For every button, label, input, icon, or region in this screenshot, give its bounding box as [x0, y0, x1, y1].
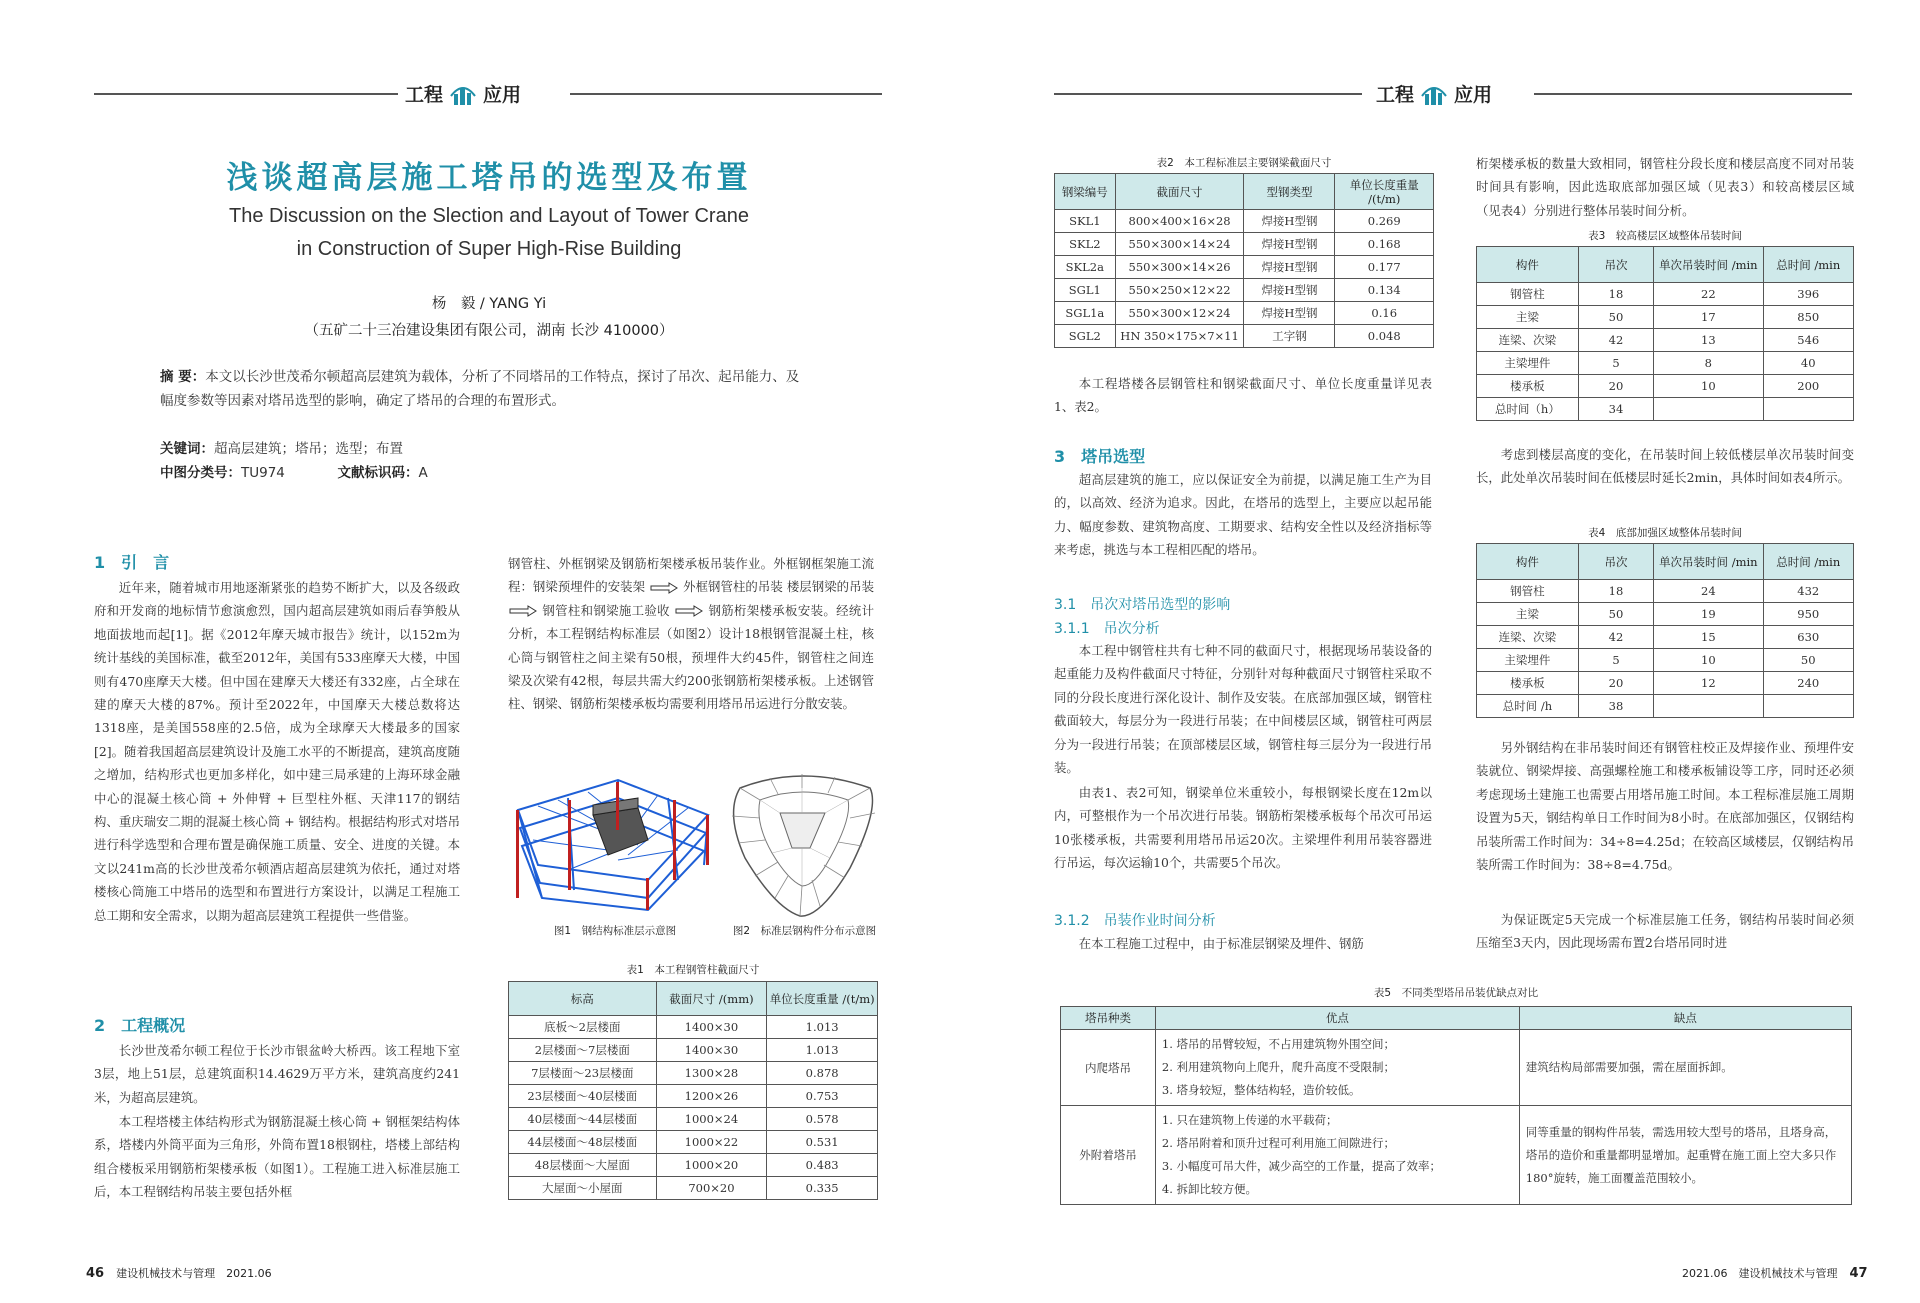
article-title-en-line1: The Discussion on the Slection and Layout of Tower Crane [229, 205, 749, 227]
table-5-caption: 表5 不同类型塔吊吊装优缺点对比 [1373, 987, 1539, 999]
conclusion-paragraph: 为保证既定5天完成一个标准层施工任务，钢结构吊装时间必须压缩至3天内，因此现场需布置2台塔吊同时进 [1476, 912, 1854, 951]
header-rule-right-a [1054, 93, 1362, 95]
table-cell: 200 [1763, 375, 1854, 398]
table-1-header: 标高 [509, 982, 657, 1016]
left-footer [86, 1265, 272, 1281]
table-row [1477, 329, 1854, 352]
table-row [509, 1062, 878, 1085]
table-cell [1654, 695, 1763, 718]
table-cell: 1400×30 [656, 1016, 767, 1039]
table-row [509, 1016, 878, 1039]
clc-code: TU974 [241, 465, 285, 481]
pros-item: 2. 塔吊附着和顶升过程可利用施工间隙进行； [1161, 1136, 1396, 1150]
workflow-text-e: 钢筋桁架楼承板安装。经统计分析，本工程钢结构标准层（如图2）设计18根钢管混凝土柱，核心筒与钢管柱之间主梁有50根，预埋件大约45件，钢管柱之间连梁及次梁有42根，每层共需大约200张钢筋桁架楼承板。上述钢管柱、钢梁、钢筋桁架楼承板均需要利用塔吊吊运进行分散安装。 [508, 602, 874, 712]
building-icon [449, 82, 477, 106]
crane-type-cell: 外附着塔吊 [1061, 1106, 1156, 1205]
section-3-1-1-heading: 3.1.1 吊次分析 [1054, 621, 1160, 637]
table-cell: 0.578 [767, 1108, 878, 1131]
table-5-header: 优点 [1155, 1007, 1519, 1030]
figure-2-caption: 图2 标准层钢构件分布示意图 [732, 925, 877, 937]
table-row [509, 1154, 878, 1177]
table-5 [1060, 1006, 1852, 1205]
table-3 [1476, 246, 1854, 421]
table-cell: 1400×30 [656, 1039, 767, 1062]
figure-1-steel-structure [508, 770, 718, 915]
pros-item: 4. 拆卸比较方便。 [1161, 1182, 1258, 1196]
table-cell: 546 [1763, 329, 1854, 352]
table-row [1477, 626, 1854, 649]
table-row [1477, 352, 1854, 375]
table-cell: 12 [1654, 672, 1763, 695]
table-cell: 17 [1654, 306, 1763, 329]
table-4-header: 总时间 /min [1763, 544, 1854, 580]
table-cell: 42 [1578, 626, 1653, 649]
table-cell [1654, 398, 1763, 421]
table-cell: 20 [1578, 672, 1653, 695]
table-cell: 396 [1763, 283, 1854, 306]
table-cell: 240 [1763, 672, 1854, 695]
table-cell: 40层楼面～44层楼面 [509, 1108, 657, 1131]
table-cell: 楼承板 [1477, 672, 1579, 695]
workflow-text-a: 钢管柱、外框钢梁及钢筋桁架楼承板吊装作业。外框钢框架施工流程：钢梁预埋件的安装架 [508, 556, 874, 595]
table-cell: 550×300×14×24 [1115, 233, 1244, 256]
table-row [1477, 649, 1854, 672]
pros-item: 3. 小幅度可吊大件，减少高空的工作量，提高了效率； [1161, 1159, 1442, 1173]
arrow-right-icon [508, 605, 538, 617]
table-cell: 18 [1578, 580, 1653, 603]
table-cell: 550×300×14×26 [1115, 256, 1244, 279]
cons-cell: 建筑结构局部需要加强，需在屋面拆卸。 [1519, 1030, 1851, 1106]
affiliation: （五矿二十三冶建设集团有限公司，湖南 长沙 410000） [304, 323, 674, 339]
table-row [1477, 695, 1854, 718]
workflow-text-c: 楼层钢梁的吊装 [786, 579, 874, 595]
doc-label: 文献标识码： [337, 465, 419, 481]
table-cell: 0.335 [767, 1177, 878, 1200]
figure-2-floor-plan [720, 768, 885, 918]
table-3-header: 构件 [1477, 247, 1579, 283]
floor-height-paragraph: 考虑到楼层高度的变化，在吊装时间上较低楼层单次吊装时间变长，此处单次吊装时间在低楼层时延长2min，具体时间如表4所示。 [1476, 447, 1854, 486]
table-cell: 5 [1578, 352, 1653, 375]
table-cell [1763, 398, 1854, 421]
table-cell: 44层楼面～48层楼面 [509, 1131, 657, 1154]
table-cell: 23层楼面～40层楼面 [509, 1085, 657, 1108]
table-cell: 焊接H型钢 [1244, 256, 1335, 279]
table-row [1061, 1106, 1852, 1205]
table-cell: 1000×22 [656, 1131, 767, 1154]
table-row [1477, 580, 1854, 603]
timing-intro-paragraph: 桁架楼承板的数量大致相同，钢管柱分段长度和楼层高度不同对吊装时间具有影响，因此选取底部加强区域（见表3）和较高楼层区域（见表4）分别进行整体吊装时间分析。 [1476, 156, 1854, 218]
section-3-1-1-para-2: 由表1、表2可知，钢梁单位米重较小，每根钢梁长度在12m以内，可整根作为一个吊次进行吊装。钢筋桁架楼承板每个吊次可吊运10张楼承板，共需要利用塔吊吊运20次。主梁埋件利用吊装容器进行吊运，每次运输10个，共需要5个吊次。 [1054, 785, 1432, 871]
table-cell: 432 [1763, 580, 1854, 603]
table-cell: 7层楼面～23层楼面 [509, 1062, 657, 1085]
table-cell: 18 [1578, 283, 1653, 306]
right-footer [1682, 1265, 1868, 1281]
table-cell: 0.16 [1335, 302, 1434, 325]
right-section-header [1376, 80, 1492, 107]
table-cell: 0.177 [1335, 256, 1434, 279]
table-row [1477, 398, 1854, 421]
table-cell: 20 [1578, 375, 1653, 398]
table-cell: 550×300×12×24 [1115, 302, 1244, 325]
table-cell: 总时间 /h [1477, 695, 1579, 718]
cons-cell: 同等重量的钢构件吊装，需选用较大型号的塔吊，且塔身高，塔吊的造价和重量都明显增加。起重臂在施工面上空大多只作180°旋转，施工面覆盖范围较小。 [1519, 1106, 1851, 1205]
table-row [1477, 603, 1854, 626]
header-left-part1: 工程 [405, 84, 444, 106]
table-cell: 连梁、次梁 [1477, 329, 1579, 352]
section-3-heading: 3 塔吊选型 [1054, 447, 1146, 466]
table-row [1477, 375, 1854, 398]
table-row [509, 1131, 878, 1154]
table-cell: 34 [1578, 398, 1653, 421]
table-4-header: 单次吊装时间 /min [1654, 544, 1763, 580]
table-row [509, 1108, 878, 1131]
table-cell: 1300×28 [656, 1062, 767, 1085]
table-4 [1476, 543, 1854, 718]
table-row [1055, 325, 1434, 348]
table-cell: 1000×24 [656, 1108, 767, 1131]
table-cell: 焊接H型钢 [1244, 233, 1335, 256]
arrow-right-icon [674, 605, 704, 617]
keywords-line [160, 437, 403, 457]
table-cell: 800×400×16×28 [1115, 210, 1244, 233]
table-cell: 550×250×12×22 [1115, 279, 1244, 302]
header-rule-left-b [570, 93, 882, 95]
keywords: 超高层建筑；塔吊；选型；布置 [214, 441, 403, 457]
journal-info-right: 2021.06 建设机械技术与管理 [1682, 1267, 1838, 1280]
table-row [509, 1085, 878, 1108]
table-cell: 50 [1763, 649, 1854, 672]
author: 杨 毅 / YANG Yi [431, 296, 547, 312]
left-section-header [405, 80, 521, 107]
workflow-text-b: 外框钢管柱的吊装 [683, 579, 783, 595]
table-cell: 0.753 [767, 1085, 878, 1108]
table-5-header: 塔吊种类 [1061, 1007, 1156, 1030]
table-cell: 主梁埋件 [1477, 352, 1579, 375]
table-cell: 钢管柱 [1477, 283, 1579, 306]
table-cell: 主梁 [1477, 306, 1579, 329]
article-title-cn: 浅谈超高层施工塔吊的选型及布置 [226, 160, 752, 196]
table-cell: SGL1 [1055, 279, 1116, 302]
table-cell: 40 [1763, 352, 1854, 375]
header-right-part2: 应用 [1454, 84, 1493, 106]
table-row [1061, 1030, 1852, 1106]
table-cell: 50 [1578, 603, 1653, 626]
pros-cell [1155, 1106, 1519, 1205]
table-3-header: 单次吊装时间 /min [1654, 247, 1763, 283]
table-1 [508, 981, 878, 1200]
table-cell: 700×20 [656, 1177, 767, 1200]
table-1-caption: 表1 本工程钢管柱截面尺寸 [626, 964, 760, 976]
table-2-header: 单位长度重量 /(t/m) [1335, 174, 1434, 210]
table-5-header: 缺点 [1519, 1007, 1851, 1030]
table-cell: 焊接H型钢 [1244, 210, 1335, 233]
table-cell: 0.269 [1335, 210, 1434, 233]
table-cell: SKL2a [1055, 256, 1116, 279]
section-3-1-1-para-1: 本工程中钢管柱共有七种不同的截面尺寸，根据现场吊装设备的起重能力及构件截面尺寸特征，分别针对每种截面尺寸钢管柱采取不同的分段长度进行深化设计、制作及安装。在底部加强区域，钢管柱截面较大，每层分为一段进行吊装；在中间楼层区域，钢管柱可两层分为一段进行吊装；在顶部楼层区域，钢管柱每三层分为一段进行吊装。 [1054, 643, 1432, 776]
table-cell: 48层楼面～大屋面 [509, 1154, 657, 1177]
figure-1-caption: 图1 钢结构标准层示意图 [553, 925, 677, 937]
section-3-text: 超高层建筑的施工，应以保证安全为前提，以满足施工生产为目的，以高效、经济为追求。因此，在塔吊的选型上，主要应以起吊能力、幅度参数、建筑物高度、工期要求、结构安全性以及经济指标等来考虑，挑选与本工程相匹配的塔吊。 [1054, 472, 1432, 558]
header-right-part1: 工程 [1376, 84, 1415, 106]
table-2-header: 型钢类型 [1244, 174, 1335, 210]
workflow-paragraph [508, 552, 874, 716]
table-cell: SGL1a [1055, 302, 1116, 325]
table-cell: 大屋面～小屋面 [509, 1177, 657, 1200]
table-3-caption: 表3 较高楼层区域整体吊装时间 [1588, 230, 1742, 242]
section-3-1-heading: 3.1 吊次对塔吊选型的影响 [1054, 597, 1231, 613]
table-1-header: 截面尺寸 /(mm) [656, 982, 767, 1016]
table-cell: 连梁、次梁 [1477, 626, 1579, 649]
crane-type-cell: 内爬塔吊 [1061, 1030, 1156, 1106]
table-cell: 8 [1654, 352, 1763, 375]
table-cell: SKL1 [1055, 210, 1116, 233]
table-row [1055, 302, 1434, 325]
table-row [1477, 306, 1854, 329]
table-cell: HN 350×175×7×11 [1115, 325, 1244, 348]
section-1-text: 近年来，随着城市用地逐渐紧张的趋势不断扩大，以及各级政府和开发商的地标情节愈演愈烈，国内超高层建筑如雨后春笋般从地面拔地而起[1]。据《2012年摩天城市报告》统计，以152m为统计基线的美国标准，截至2012年，美国有533座摩天大楼，中国则有470座摩天大楼。但中国在建摩天大楼还有332座，占全球在建的摩天大楼的87%。预计至2022年，中国摩天大楼总数将达1318座，是美国558座的2.5倍，成为全球摩天大楼最多的国家[2]。随着我国超高层建筑设计及施工水平的不断提高，建筑高度随之增加，结构形式也更加多样化，如中建三局承建的上海环球金融中心的混凝土核心筒 + 外伸臂 + 巨型柱外框、天津117的钢结构、重庆瑞安二期的混凝土核心筒 + 钢结构。根据结构形式对塔吊进行科学选型和合理布置是确保施工质量、安全、进度的关键。本文以241m高的长沙世茂希尔顿酒店超高层建筑为依托，通过对塔楼核心筒施工中塔吊的选型和布置进行方案设计，以满足工程施工总工期和安全需求，以期为超高层建筑工程提供一些借鉴。 [94, 580, 460, 923]
journal-info-left: 建设机械技术与管理 2021.06 [116, 1267, 272, 1280]
table-cell: 42 [1578, 329, 1653, 352]
pros-cell [1155, 1030, 1519, 1106]
table-2 [1054, 173, 1434, 348]
section-2-heading: 2 工程概况 [94, 1016, 186, 1035]
table-cell: 0.048 [1335, 325, 1434, 348]
tables-reference-paragraph: 本工程塔楼各层钢管柱和钢梁截面尺寸、单位长度重量详见表1、表2。 [1054, 376, 1432, 415]
table-row [1055, 256, 1434, 279]
section-2-para-1: 长沙世茂希尔顿工程位于长沙市银盆岭大桥西。该工程地下室3层，地上51层，总建筑面积14.4629万平方米，建筑高度约241米，为超高层建筑。 [94, 1043, 460, 1105]
table-row [1477, 283, 1854, 306]
table-4-header: 构件 [1477, 544, 1579, 580]
section-1-heading: 1 引 言 [94, 553, 170, 572]
table-cell: 1.013 [767, 1016, 878, 1039]
table-row [509, 1039, 878, 1062]
schedule-paragraph: 另外钢结构在非吊装时间还有钢管柱校正及焊接作业、预埋件安装就位、钢梁焊接、高强螺栓施工和楼承板铺设等工序，同时还必须考虑现场土建施工也需要占用塔吊施工时间。本工程标准层施工周期设置为5天，钢结构单日工作时间为8小时。在底部加强区，仅钢结构吊装所需工作时间为：34÷8=4.25d；在较高区域楼层，仅钢结构吊装所需工作时间为：38÷8=4.75d。 [1476, 740, 1854, 873]
table-cell: 10 [1654, 375, 1763, 398]
table-cell: 630 [1763, 626, 1854, 649]
table-cell: 5 [1578, 649, 1653, 672]
table-cell: SKL2 [1055, 233, 1116, 256]
table-cell: 2层楼面～7层楼面 [509, 1039, 657, 1062]
table-cell: 10 [1654, 649, 1763, 672]
table-2-header: 截面尺寸 [1115, 174, 1244, 210]
table-cell: 主梁 [1477, 603, 1579, 626]
table-4-caption: 表4 底部加强区域整体吊装时间 [1588, 527, 1742, 539]
doc-code: A [418, 465, 428, 481]
keywords-label: 关键词： [160, 441, 214, 457]
table-3-header: 吊次 [1578, 247, 1653, 283]
table-cell: 15 [1654, 626, 1763, 649]
section-3-1-2-para: 在本工程施工过程中，由于标准层钢梁及埋件、钢筋 [1078, 936, 1364, 951]
table-cell: 底板～2层楼面 [509, 1016, 657, 1039]
header-left-part2: 应用 [483, 84, 522, 106]
table-cell: 0.168 [1335, 233, 1434, 256]
table-1-header: 单位长度重量 /(t/m) [767, 982, 878, 1016]
table-4-header: 吊次 [1578, 544, 1653, 580]
table-cell: 总时间（h） [1477, 398, 1579, 421]
workflow-text-d: 钢管柱和钢梁施工验收 [542, 602, 670, 618]
table-cell: SGL2 [1055, 325, 1116, 348]
table-cell: 0.483 [767, 1154, 878, 1177]
section-2-para-2: 本工程塔楼主体结构形式为钢筋混凝土核心筒 + 钢框架结构体系，塔楼内外筒平面为三角形，外筒布置18根钢柱，塔楼上部结构组合楼板采用钢筋桁架楼承板（如图1）。工程施工进入标准层施工后，本工程钢结构吊装主要包括外框 [94, 1114, 460, 1200]
building-icon [1420, 82, 1448, 106]
table-cell: 24 [1654, 580, 1763, 603]
classification-line [160, 461, 428, 481]
table-cell: 1.013 [767, 1039, 878, 1062]
table-3-header: 总时间 /min [1763, 247, 1854, 283]
table-row [1055, 233, 1434, 256]
table-cell: 19 [1654, 603, 1763, 626]
table-cell: 1200×26 [656, 1085, 767, 1108]
page-number-right: 47 [1849, 1266, 1868, 1281]
table-cell: 0.134 [1335, 279, 1434, 302]
header-rule-left-a [94, 93, 398, 95]
table-cell: 850 [1763, 306, 1854, 329]
table-cell: 主梁埋件 [1477, 649, 1579, 672]
page-number-left: 46 [86, 1266, 105, 1281]
table-cell: 楼承板 [1477, 375, 1579, 398]
table-row [1055, 210, 1434, 233]
table-cell: 0.531 [767, 1131, 878, 1154]
table-cell: 13 [1654, 329, 1763, 352]
table-cell: 1000×20 [656, 1154, 767, 1177]
table-cell: 22 [1654, 283, 1763, 306]
table-2-caption: 表2 本工程标准层主要钢梁截面尺寸 [1156, 157, 1332, 169]
table-row [509, 1177, 878, 1200]
pros-item: 2. 利用建筑物向上爬升，爬升高度不受限制； [1161, 1060, 1396, 1074]
section-3-1-2-heading: 3.1.2 吊装作业时间分析 [1054, 913, 1216, 929]
table-cell: 钢管柱 [1477, 580, 1579, 603]
table-cell: 工字钢 [1244, 325, 1335, 348]
pros-item: 1. 塔吊的吊臂较短，不占用建筑物外围空间； [1161, 1037, 1396, 1051]
header-rule-right-b [1534, 93, 1852, 95]
table-row [1055, 279, 1434, 302]
table-cell: 0.878 [767, 1062, 878, 1085]
table-cell: 950 [1763, 603, 1854, 626]
pros-item: 3. 塔身较短，整体结构轻，造价较低。 [1161, 1083, 1361, 1097]
clc-label: 中图分类号： [160, 465, 241, 481]
arrow-right-icon [649, 582, 679, 594]
table-cell: 焊接H型钢 [1244, 279, 1335, 302]
table-cell [1763, 695, 1854, 718]
table-cell: 焊接H型钢 [1244, 302, 1335, 325]
abstract-label: 摘 要： [160, 369, 206, 385]
table-cell: 50 [1578, 306, 1653, 329]
table-2-header: 钢梁编号 [1055, 174, 1116, 210]
table-row [1477, 672, 1854, 695]
abstract-text: 本文以长沙世茂希尔顿超高层建筑为载体，分析了不同塔吊的工作特点，探讨了吊次、起吊能力、及幅度参数等因素对塔吊选型的影响，确定了塔吊的合理的布置形式。 [160, 369, 800, 409]
pros-item: 1. 只在建筑物上传递的水平载荷； [1161, 1113, 1338, 1127]
abstract [160, 365, 810, 413]
table-cell: 38 [1578, 695, 1653, 718]
article-title-en-line2: in Construction of Super High-Rise Building [296, 238, 682, 260]
